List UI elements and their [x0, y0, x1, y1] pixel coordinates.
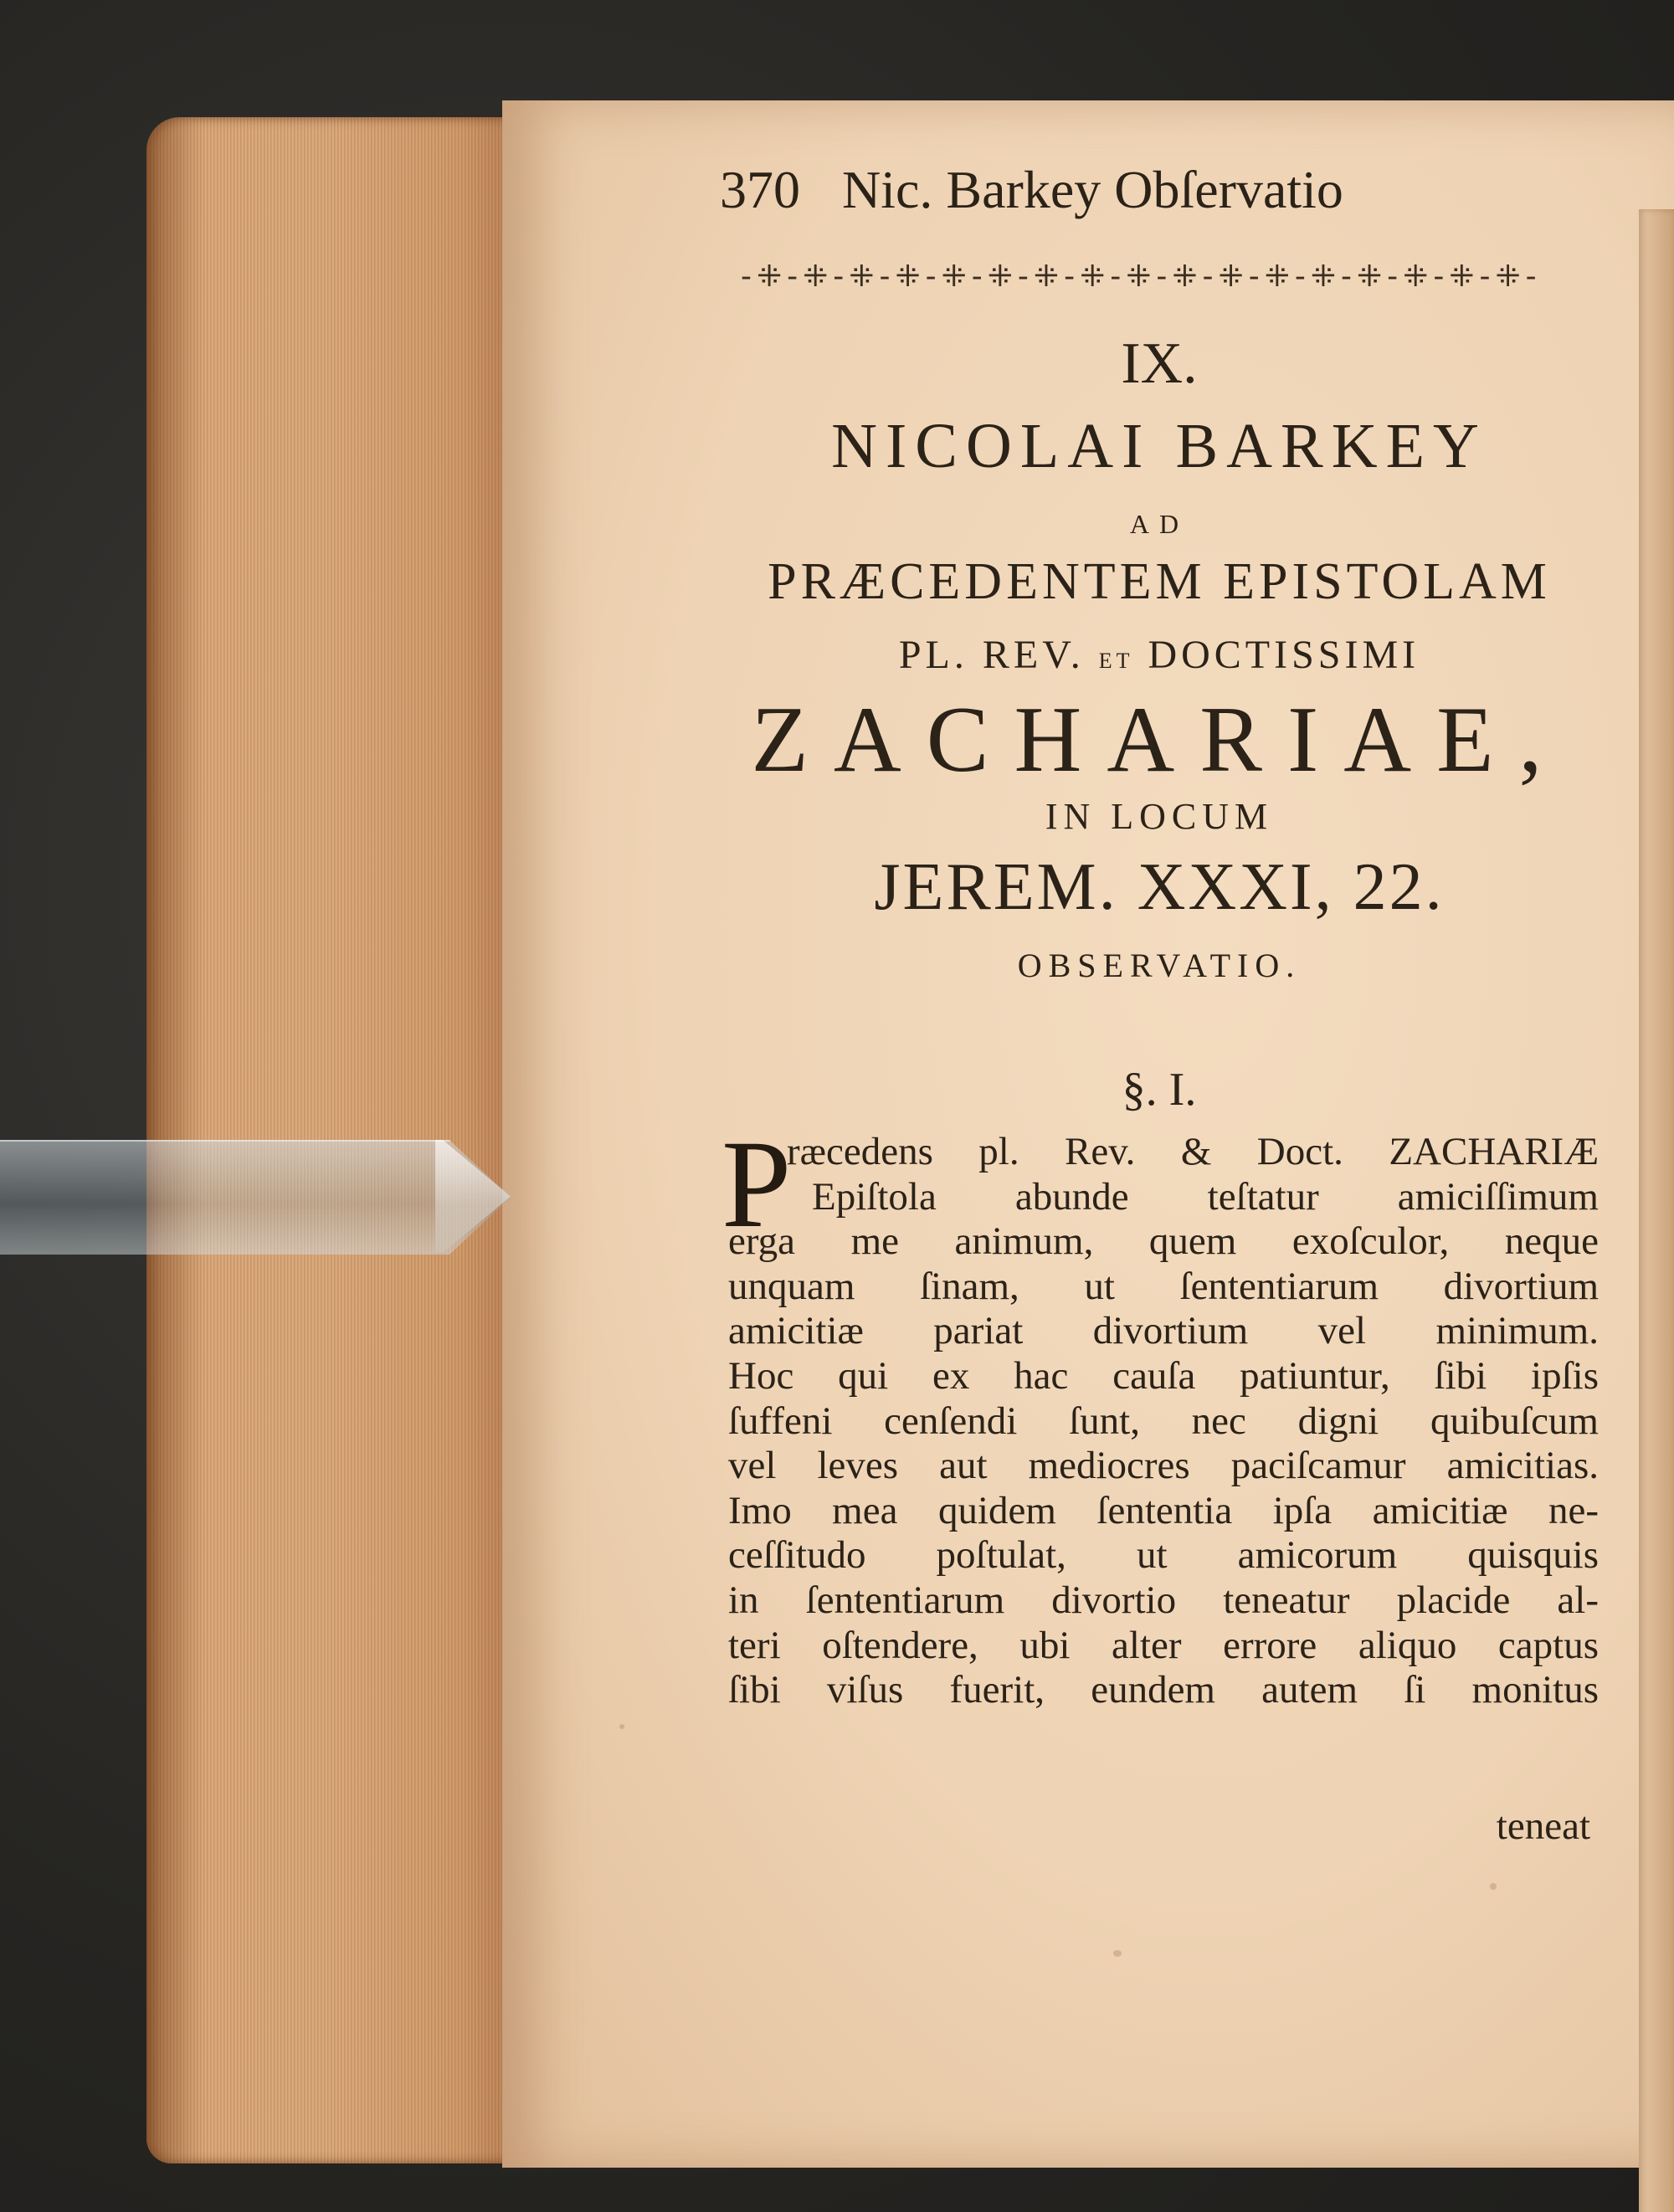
chapter-numeral: IX. [1121, 331, 1198, 396]
body-line: amicitiæ pariat divortium vel minimum. [728, 1309, 1599, 1353]
running-head [720, 159, 1599, 221]
body-text [728, 1130, 1599, 1713]
body-line: Imo mea quidem ſententia ipſa amicitiæ ne- [728, 1488, 1599, 1532]
drop-cap: P [721, 1115, 792, 1254]
heading-jerem: JEREM. XXXI, 22. [874, 850, 1445, 924]
author-name: NICOLAI BARKEY [831, 411, 1487, 481]
heading-praecedentem: PRÆCEDENTEM EPISTOLAM [768, 553, 1551, 610]
heading-ad: AD [1129, 509, 1189, 539]
body-line: ceſſitudo poſtulat, ut amicorum quisquis [728, 1533, 1599, 1578]
heading-pl-rev-line [720, 632, 1599, 678]
running-title: Nic. Barkey Obſervatio [842, 160, 1343, 219]
heading-observatio: OBSERVATIO. [1017, 947, 1302, 984]
body-line: teri oſtendere, ubi alter errore aliquo captus [728, 1623, 1599, 1667]
foxing-spot [1113, 1950, 1122, 1957]
body-line: ſibi viſus fuerit, eundem autem ſi monitus [728, 1668, 1599, 1712]
heading-pl-rev: PL. REV. [898, 633, 1085, 677]
body-line: in ſententiarum divortio teneatur placide al- [728, 1578, 1599, 1622]
body-line: ræcedens pl. Rev. & Doct. ZACHARIÆ [787, 1130, 1599, 1173]
body-line: unquam ſinam, ut ſententiarum divortium [728, 1264, 1599, 1308]
heading-in-locum: IN LOCUM [1045, 796, 1274, 837]
foxing-spot [1490, 1883, 1497, 1890]
heading-doctissimi: DOCTISSIMI [1148, 633, 1420, 677]
body-line: erga me animum, quem exoſculor, neque [728, 1219, 1599, 1264]
page-right-edge [1639, 209, 1674, 2212]
section-mark: §. I. [1122, 1064, 1197, 1116]
body-line: vel leves aut mediocres paciſcamur amicitias. [728, 1444, 1599, 1488]
body-line: ſuffeni cenſendi ſunt, nec digni quibuſcum [728, 1399, 1599, 1443]
body-line: Epiſtola abunde teſtatur amiciſſimum [812, 1174, 1599, 1219]
catchword: teneat [1496, 1804, 1590, 1848]
ornamental-rule: -⁜-⁜-⁜-⁜-⁜-⁜-⁜-⁜-⁜-⁜-⁜-⁜-⁜-⁜-⁜-⁜-⁜- [741, 259, 1542, 294]
heading-et: ET [1098, 649, 1134, 673]
foxing-spot [619, 1724, 624, 1729]
page-number: 370 [720, 160, 800, 219]
bookmark-strip [0, 1140, 511, 1255]
heading-zachariae: ZACHARIAE, [751, 688, 1568, 792]
body-line: Hoc qui ex hac cauſa patiuntur, ſibi ipſis [728, 1353, 1599, 1398]
